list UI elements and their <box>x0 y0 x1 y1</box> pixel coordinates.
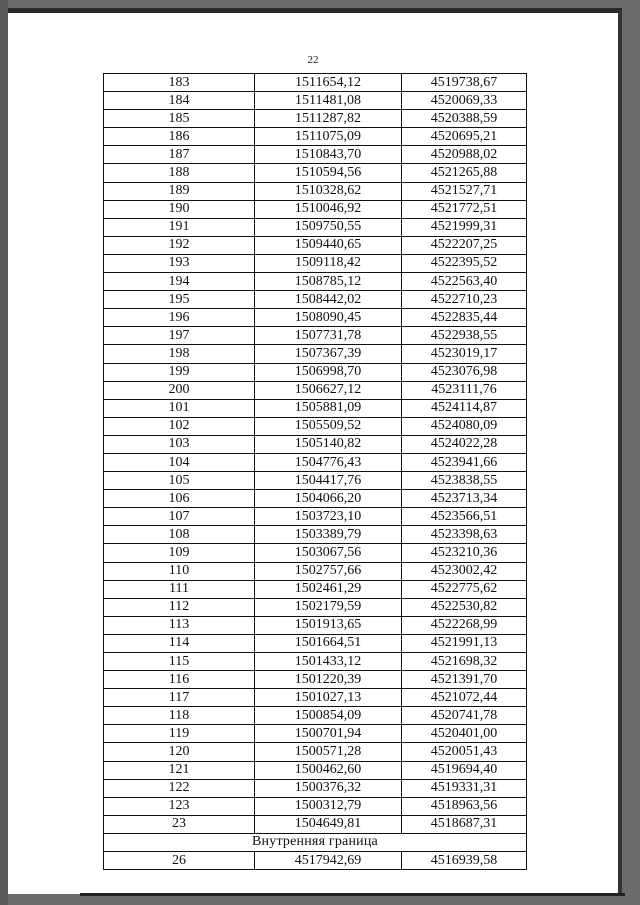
table-row <box>104 562 527 580</box>
point-number-cell: 196 <box>104 309 255 327</box>
y-coordinate-cell: 4520988,02 <box>402 146 527 164</box>
y-coordinate-cell: 4523398,63 <box>402 526 527 544</box>
x-coordinate-cell: 1502179,59 <box>255 598 402 616</box>
y-coordinate-cell: 4523002,42 <box>402 562 527 580</box>
y-coordinate-cell: 4523076,98 <box>402 363 527 381</box>
point-number-cell: 192 <box>104 236 255 254</box>
x-coordinate-cell: 1504776,43 <box>255 453 402 471</box>
y-coordinate-cell: 4522530,82 <box>402 598 527 616</box>
point-number-cell: 103 <box>104 435 255 453</box>
x-coordinate-cell: 1500854,09 <box>255 707 402 725</box>
table-row <box>104 472 527 490</box>
y-coordinate-cell: 4523566,51 <box>402 508 527 526</box>
y-coordinate-cell: 4520069,33 <box>402 92 527 110</box>
x-coordinate-cell: 1509118,42 <box>255 254 402 272</box>
x-coordinate-cell: 1509750,55 <box>255 218 402 236</box>
x-coordinate-cell: 1509440,65 <box>255 236 402 254</box>
y-coordinate-cell: 4520051,43 <box>402 743 527 761</box>
point-number-cell: 186 <box>104 128 255 146</box>
x-coordinate-cell: 1511287,82 <box>255 110 402 128</box>
x-coordinate-cell: 1505509,52 <box>255 417 402 435</box>
y-coordinate-cell: 4522563,40 <box>402 273 527 291</box>
point-number-cell: 102 <box>104 417 255 435</box>
table-row <box>104 852 527 870</box>
table-row <box>104 508 527 526</box>
table-row <box>104 634 527 652</box>
point-number-cell: 195 <box>104 291 255 309</box>
table-row <box>104 218 527 236</box>
y-coordinate-cell: 4523019,17 <box>402 345 527 363</box>
x-coordinate-cell: 1501027,13 <box>255 689 402 707</box>
table-row <box>104 797 527 815</box>
y-coordinate-cell: 4523111,76 <box>402 381 527 399</box>
table-row <box>104 381 527 399</box>
y-coordinate-cell: 4523210,36 <box>402 544 527 562</box>
y-coordinate-cell: 4518963,56 <box>402 797 527 815</box>
table-row <box>104 291 527 309</box>
x-coordinate-cell: 1504066,20 <box>255 490 402 508</box>
y-coordinate-cell: 4519331,31 <box>402 779 527 797</box>
point-number-cell: 107 <box>104 508 255 526</box>
x-coordinate-cell: 1511654,12 <box>255 74 402 92</box>
x-coordinate-cell: 1503067,56 <box>255 544 402 562</box>
table-row <box>104 743 527 761</box>
y-coordinate-cell: 4523838,55 <box>402 472 527 490</box>
point-number-cell: 109 <box>104 544 255 562</box>
y-coordinate-cell: 4516939,58 <box>402 852 527 870</box>
x-coordinate-cell: 1503389,79 <box>255 526 402 544</box>
table-row <box>104 671 527 689</box>
table-row <box>104 182 527 200</box>
x-coordinate-cell: 1506998,70 <box>255 363 402 381</box>
x-coordinate-cell: 1508090,45 <box>255 309 402 327</box>
section-title: Внутренняя граница <box>104 833 527 851</box>
table-row <box>104 254 527 272</box>
y-coordinate-cell: 4522395,52 <box>402 254 527 272</box>
point-number-cell: 123 <box>104 797 255 815</box>
y-coordinate-cell: 4522835,44 <box>402 309 527 327</box>
x-coordinate-cell: 1502461,29 <box>255 580 402 598</box>
point-number-cell: 183 <box>104 74 255 92</box>
x-coordinate-cell: 1510843,70 <box>255 146 402 164</box>
x-coordinate-cell: 1503723,10 <box>255 508 402 526</box>
table-row <box>104 653 527 671</box>
y-coordinate-cell: 4521999,31 <box>402 218 527 236</box>
x-coordinate-cell: 1507731,78 <box>255 327 402 345</box>
x-coordinate-cell: 1505140,82 <box>255 435 402 453</box>
point-number-cell: 114 <box>104 634 255 652</box>
y-coordinate-cell: 4521698,32 <box>402 653 527 671</box>
table-row <box>104 453 527 471</box>
point-number-cell: 190 <box>104 200 255 218</box>
table-row <box>104 779 527 797</box>
table-row <box>104 200 527 218</box>
y-coordinate-cell: 4520695,21 <box>402 128 527 146</box>
y-coordinate-cell: 4518687,31 <box>402 815 527 833</box>
point-number-cell: 194 <box>104 273 255 291</box>
y-coordinate-cell: 4520388,59 <box>402 110 527 128</box>
y-coordinate-cell: 4524022,28 <box>402 435 527 453</box>
table-row <box>104 526 527 544</box>
table-row <box>104 309 527 327</box>
table-row <box>104 544 527 562</box>
point-number-cell: 112 <box>104 598 255 616</box>
section-row <box>104 833 527 851</box>
point-number-cell: 122 <box>104 779 255 797</box>
point-number-cell: 119 <box>104 725 255 743</box>
x-coordinate-cell: 1501220,39 <box>255 671 402 689</box>
table-row <box>104 74 527 92</box>
point-number-cell: 105 <box>104 472 255 490</box>
y-coordinate-cell: 4522207,25 <box>402 236 527 254</box>
point-number-cell: 111 <box>104 580 255 598</box>
point-number-cell: 184 <box>104 92 255 110</box>
x-coordinate-cell: 1511075,09 <box>255 128 402 146</box>
y-coordinate-cell: 4519738,67 <box>402 74 527 92</box>
point-number-cell: 106 <box>104 490 255 508</box>
point-number-cell: 188 <box>104 164 255 182</box>
point-number-cell: 187 <box>104 146 255 164</box>
point-number-cell: 104 <box>104 453 255 471</box>
x-coordinate-cell: 1500462,60 <box>255 761 402 779</box>
x-coordinate-cell: 4517942,69 <box>255 852 402 870</box>
table-row <box>104 417 527 435</box>
x-coordinate-cell: 1510594,56 <box>255 164 402 182</box>
y-coordinate-cell: 4522268,99 <box>402 616 527 634</box>
y-coordinate-cell: 4520741,78 <box>402 707 527 725</box>
point-number-cell: 120 <box>104 743 255 761</box>
x-coordinate-cell: 1506627,12 <box>255 381 402 399</box>
table-row <box>104 725 527 743</box>
table-row <box>104 327 527 345</box>
point-number-cell: 110 <box>104 562 255 580</box>
y-coordinate-cell: 4520401,00 <box>402 725 527 743</box>
table-row <box>104 815 527 833</box>
point-number-cell: 113 <box>104 616 255 634</box>
table-row <box>104 236 527 254</box>
x-coordinate-cell: 1501664,51 <box>255 634 402 652</box>
point-number-cell: 108 <box>104 526 255 544</box>
table-row <box>104 146 527 164</box>
y-coordinate-cell: 4522775,62 <box>402 580 527 598</box>
x-coordinate-cell: 1511481,08 <box>255 92 402 110</box>
point-number-cell: 23 <box>104 815 255 833</box>
table-row <box>104 689 527 707</box>
y-coordinate-cell: 4521391,70 <box>402 671 527 689</box>
table-row <box>104 435 527 453</box>
y-coordinate-cell: 4523941,66 <box>402 453 527 471</box>
table-row <box>104 761 527 779</box>
table-row <box>104 399 527 417</box>
y-coordinate-cell: 4519694,40 <box>402 761 527 779</box>
x-coordinate-cell: 1505881,09 <box>255 399 402 417</box>
y-coordinate-cell: 4522938,55 <box>402 327 527 345</box>
point-number-cell: 189 <box>104 182 255 200</box>
point-number-cell: 191 <box>104 218 255 236</box>
point-number-cell: 198 <box>104 345 255 363</box>
y-coordinate-cell: 4524080,09 <box>402 417 527 435</box>
point-number-cell: 115 <box>104 653 255 671</box>
table-row <box>104 110 527 128</box>
y-coordinate-cell: 4522710,23 <box>402 291 527 309</box>
x-coordinate-cell: 1501913,65 <box>255 616 402 634</box>
x-coordinate-cell: 1500571,28 <box>255 743 402 761</box>
x-coordinate-cell: 1504649,81 <box>255 815 402 833</box>
table-row <box>104 490 527 508</box>
y-coordinate-cell: 4521265,88 <box>402 164 527 182</box>
coordinates-table <box>103 73 527 870</box>
x-coordinate-cell: 1510046,92 <box>255 200 402 218</box>
table-row <box>104 616 527 634</box>
point-number-cell: 200 <box>104 381 255 399</box>
x-coordinate-cell: 1507367,39 <box>255 345 402 363</box>
table-row <box>104 92 527 110</box>
table-row <box>104 345 527 363</box>
coordinates-table-body <box>104 74 527 870</box>
point-number-cell: 121 <box>104 761 255 779</box>
y-coordinate-cell: 4521072,44 <box>402 689 527 707</box>
point-number-cell: 193 <box>104 254 255 272</box>
point-number-cell: 117 <box>104 689 255 707</box>
table-row <box>104 707 527 725</box>
x-coordinate-cell: 1501433,12 <box>255 653 402 671</box>
scan-bottom-edge <box>80 893 625 896</box>
point-number-cell: 26 <box>104 852 255 870</box>
x-coordinate-cell: 1500376,32 <box>255 779 402 797</box>
point-number-cell: 118 <box>104 707 255 725</box>
point-number-cell: 199 <box>104 363 255 381</box>
page-number: 22 <box>307 54 319 66</box>
x-coordinate-cell: 1500701,94 <box>255 725 402 743</box>
y-coordinate-cell: 4521772,51 <box>402 200 527 218</box>
point-number-cell: 116 <box>104 671 255 689</box>
x-coordinate-cell: 1508785,12 <box>255 273 402 291</box>
x-coordinate-cell: 1502757,66 <box>255 562 402 580</box>
scan-edge <box>0 0 8 905</box>
point-number-cell: 197 <box>104 327 255 345</box>
x-coordinate-cell: 1500312,79 <box>255 797 402 815</box>
table-row <box>104 580 527 598</box>
table-row <box>104 128 527 146</box>
y-coordinate-cell: 4521991,13 <box>402 634 527 652</box>
y-coordinate-cell: 4521527,71 <box>402 182 527 200</box>
x-coordinate-cell: 1504417,76 <box>255 472 402 490</box>
x-coordinate-cell: 1508442,02 <box>255 291 402 309</box>
table-row <box>104 273 527 291</box>
point-number-cell: 185 <box>104 110 255 128</box>
table-row <box>104 164 527 182</box>
table-row <box>104 598 527 616</box>
table-row <box>104 363 527 381</box>
y-coordinate-cell: 4523713,34 <box>402 490 527 508</box>
x-coordinate-cell: 1510328,62 <box>255 182 402 200</box>
y-coordinate-cell: 4524114,87 <box>402 399 527 417</box>
point-number-cell: 101 <box>104 399 255 417</box>
